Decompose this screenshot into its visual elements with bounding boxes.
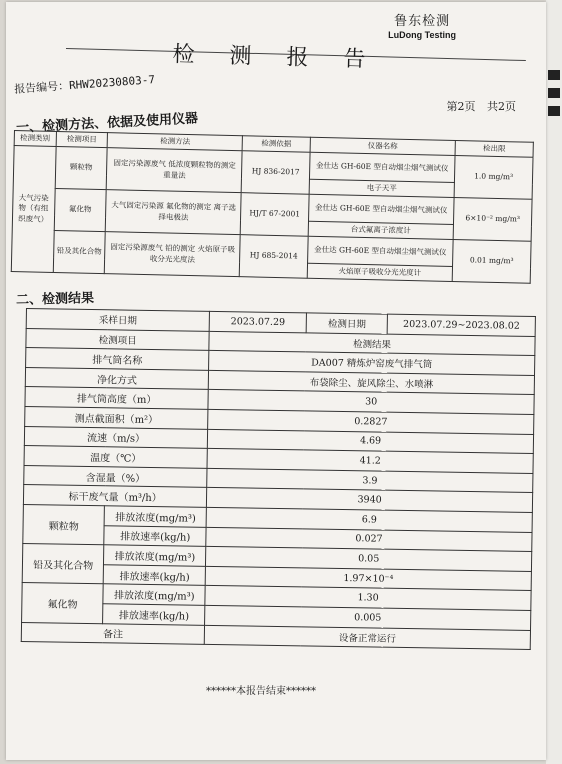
header-cell: 检测方法 (108, 133, 243, 151)
param-value: 30 (208, 390, 534, 415)
page-current: 第2页 (446, 100, 476, 113)
category-cell: 大气污染物（有组织废气） (11, 146, 55, 273)
instrument-cell: 金仕达 GH-60E 型自动烟尘烟气测试仪 (308, 194, 454, 224)
methods-table (11, 130, 534, 284)
instrument-cell: 电子天平 (309, 179, 455, 197)
item-cell: 氟化物 (54, 188, 107, 231)
method-cell: 固定污染源废气 铅的测定 火焰原子吸收分光光度法 (105, 232, 241, 277)
rate-value: 1.97×10⁻⁴ (205, 566, 531, 591)
param-value: 布袋除尘、旋风除尘、水喷淋 (208, 370, 534, 395)
param-value: 0.2827 (208, 409, 534, 434)
conc-value: 1.30 (205, 586, 531, 611)
header-cell: 检测项目 (56, 131, 108, 147)
limit-cell: 0.01 mg/m³ (452, 239, 531, 283)
report-number-label: 报告编号： (13, 79, 70, 96)
page-indicator (447, 98, 517, 114)
rate-label: 排放速率(kg/h) (104, 525, 206, 546)
param-value: 41.2 (207, 449, 533, 474)
header-cell: 检出限 (455, 141, 533, 158)
section2-title: 二、检测结果 (15, 290, 95, 309)
adjacent-page-edge (546, 0, 562, 764)
limit-cell: 6×10⁻² mg/m³ (453, 198, 532, 242)
conc-label: 排放浓度(mg/m³) (105, 506, 207, 527)
param-value: DA007 精炼炉窑废气排气筒 (209, 351, 535, 376)
brand-name-cn: 鲁东检测 (394, 14, 451, 29)
test-date-label: 检测日期 (306, 313, 388, 334)
report-number-value: RHW20230803-7 (68, 73, 156, 93)
param-label: 净化方式 (25, 367, 209, 389)
pollutant-name: 颗粒物 (23, 504, 105, 544)
edge-mark (548, 70, 560, 80)
param-value: 3940 (207, 488, 533, 513)
conc-label: 排放浓度(mg/m³) (103, 584, 205, 605)
conc-value: 0.05 (206, 546, 532, 571)
page-total: 共2页 (487, 100, 516, 113)
basis-cell: HJ 836-2017 (241, 151, 309, 195)
header-cell: 检测依据 (242, 136, 310, 153)
report-page (6, 2, 546, 760)
param-value: 4.69 (208, 429, 534, 454)
param-label: 流速（m/s） (24, 426, 208, 448)
item-cell: 铅及其化合物 (53, 230, 106, 273)
pollutant-name: 氟化物 (22, 583, 104, 623)
report-end-text: ******本报告结束****** (206, 686, 316, 697)
instrument-cell: 台式氟离子浓度计 (308, 221, 454, 239)
item-header: 检测项目 (26, 328, 210, 350)
rate-value: 0.005 (205, 605, 531, 630)
section1-title: 一、检测方法、依据及使用仪器 (15, 111, 199, 136)
page-title: 检 测 报 告 (172, 42, 380, 73)
remark-label: 备注 (21, 622, 205, 644)
param-label: 温度（℃） (24, 446, 208, 468)
limit-cell: 1.0 mg/m³ (454, 156, 533, 200)
brand-block (388, 10, 456, 40)
report-number (14, 71, 156, 97)
sample-date-value: 2023.07.29 (209, 311, 306, 332)
method-cell: 固定污染源废气 低浓度颗粒物的测定 重量法 (107, 148, 243, 193)
rate-value: 0.027 (206, 527, 532, 552)
sample-date-label: 采样日期 (26, 309, 210, 331)
param-label: 排气筒高度（m） (25, 387, 209, 409)
conc-value: 6.9 (206, 507, 532, 532)
remark-value: 设备正常运行 (204, 625, 530, 650)
basis-cell: HJ 685-2014 (240, 235, 308, 279)
param-value: 3.9 (207, 468, 533, 493)
conc-label: 排放浓度(mg/m³) (104, 545, 206, 566)
pollutant-name: 铅及其化合物 (22, 544, 104, 584)
instrument-cell: 火焰原子吸收分光光度计 (307, 263, 453, 281)
edge-mark (548, 106, 560, 116)
item-cell: 颗粒物 (55, 146, 108, 189)
instrument-cell: 金仕达 GH-60E 型自动烟尘烟气测试仪 (307, 236, 453, 266)
param-label: 排气筒名称 (26, 348, 210, 370)
param-label: 标干废气量（m³/h） (23, 485, 207, 507)
method-cell: 大气固定污染源 氟化物的测定 离子选择电极法 (106, 190, 242, 235)
param-label: 含湿量（%） (24, 465, 208, 487)
basis-cell: HJ/T 67-2001 (241, 193, 309, 237)
param-label: 测点截面积（m²） (25, 406, 209, 428)
results-table (21, 308, 536, 650)
test-date-value: 2023.07.29~2023.08.02 (388, 314, 536, 336)
header-cell: 检测类别 (14, 131, 56, 147)
result-header: 检测结果 (209, 331, 535, 356)
instrument-cell: 金仕达 GH-60E 型自动烟尘烟气测试仪 (309, 152, 455, 182)
rate-label: 排放速率(kg/h) (104, 564, 206, 585)
edge-mark (548, 88, 560, 98)
brand-name-en: LuDong Testing (388, 30, 456, 40)
header-cell: 仪器名称 (310, 137, 456, 155)
rate-label: 排放速率(kg/h) (103, 604, 205, 625)
